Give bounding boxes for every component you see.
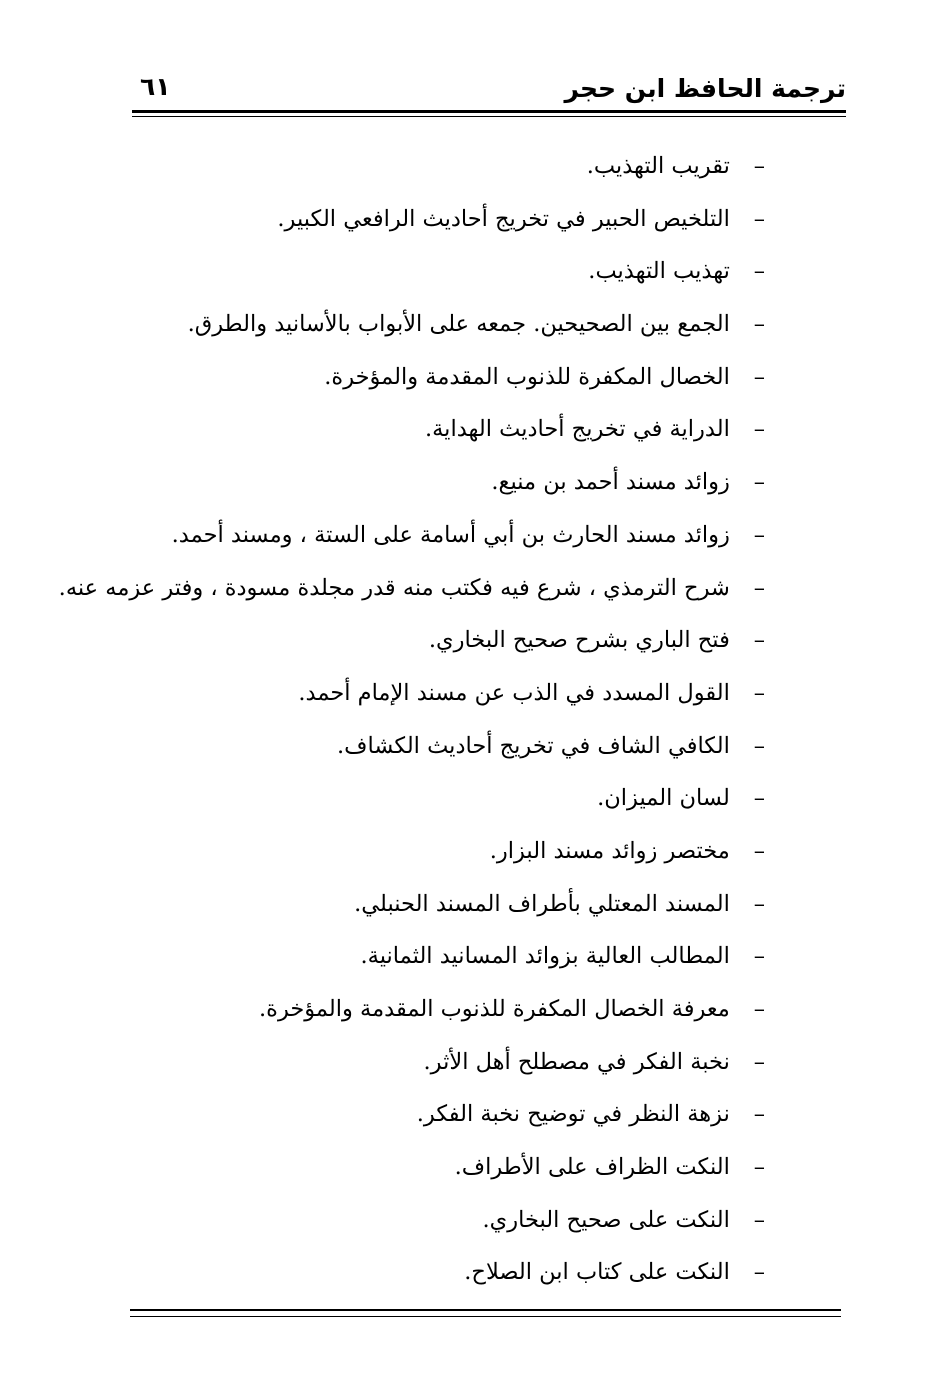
running-header [132,64,846,116]
list-item-text: زوائد مسند الحارث بن أبي أسامة على الستة ، ومسند أحمد. [171,521,730,548]
list-bullet: – [753,627,765,654]
list-item [65,1088,765,1141]
list-item [65,1036,765,1089]
list-item-text: الدراية في تخريج أحاديث الهداية. [424,416,730,443]
list-bullet: – [753,416,765,443]
list-item-text: النكت على كتاب ابن الصلاح. [464,1259,730,1286]
list-item [65,509,765,562]
list-bullet: – [753,153,765,179]
list-item-text: المطالب العالية بزوائد المسانيد الثمانية. [360,943,730,970]
list-item [65,1141,765,1194]
list-bullet: – [753,363,765,390]
list-bullet: – [753,1206,765,1233]
list-item-text: الخصال المكفرة للذنوب المقدمة والمؤخرة. [324,363,730,390]
list-item-text: القول المسدد في الذب عن مسند الإمام أحمد. [298,679,730,706]
list-bullet: – [753,732,765,759]
header-rule-thick [132,110,846,113]
list-item-text: شرح الترمذي ، شرع فيه فكتب منه قدر مجلدة مسودة ، وفتر عزمه عنه. [58,574,730,601]
list-item-text: النكت الظراف على الأطراف. [454,1154,730,1181]
list-item [65,456,765,509]
list-item-text: تهذيب التهذيب. [588,258,730,285]
list-bullet: – [753,311,765,338]
list-bullet: – [753,258,765,285]
page-number: ٦١ [140,72,171,101]
list-bullet: – [753,1048,765,1075]
list-item-text: النكت على صحيح البخاري. [482,1206,730,1233]
header-rule-thin [132,116,846,117]
list-bullet: – [753,1154,765,1181]
works-list [58,140,765,1299]
list-item [65,245,765,298]
list-bullet: – [753,574,765,601]
list-item [65,825,765,878]
running-header-title: ترجمة الحافظ ابن حجر [564,74,846,103]
footer-rule-thin [130,1316,841,1317]
list-bullet: – [753,837,765,864]
list-bullet: – [753,521,765,548]
list-item [65,1246,765,1299]
list-item-text: التلخيص الحبير في تخريج أحاديث الرافعي الكبير. [277,205,730,232]
list-item [65,772,765,825]
list-bullet: – [753,890,765,917]
list-item-text: فتح الباري بشرح صحيح البخاري. [428,627,730,654]
list-item-text: تقريب التهذيب. [586,153,730,179]
list-item [58,562,765,615]
list-bullet: – [753,943,765,970]
list-item [65,351,765,404]
list-item-text: الكافي الشاف في تخريج أحاديث الكشاف. [337,732,730,759]
list-item [65,298,765,351]
list-item-text: نخبة الفكر في مصطلح أهل الأثر. [423,1048,730,1075]
list-bullet: – [753,785,765,812]
list-item [65,140,765,193]
list-item-text: الجمع بين الصحيحين. جمعه على الأبواب بالأسانيد والطرق. [187,311,730,338]
list-item [65,667,765,720]
footer-rule-thick [130,1309,841,1311]
list-bullet: – [753,1101,765,1128]
list-item-text: نزهة النظر في توضيح نخبة الفكر. [416,1101,730,1128]
list-item-text: زوائد مسند أحمد بن منيع. [491,469,730,496]
list-bullet: – [753,469,765,496]
list-item-text: لسان الميزان. [597,785,730,812]
list-item [65,1194,765,1247]
list-bullet: – [753,205,765,232]
list-item [65,614,765,667]
list-item-text: المسند المعتلي بأطراف المسند الحنبلي. [354,890,730,917]
list-bullet: – [753,1259,765,1286]
list-item [65,878,765,931]
list-item-text: معرفة الخصال المكفرة للذنوب المقدمة والمؤخرة. [259,996,730,1022]
list-item [65,193,765,246]
list-item [65,983,765,1036]
list-item [65,403,765,456]
list-bullet: – [753,679,765,706]
list-item [65,930,765,983]
list-item-text: مختصر زوائد مسند البزار. [489,837,730,864]
list-bullet: – [753,996,765,1022]
list-item [65,720,765,773]
